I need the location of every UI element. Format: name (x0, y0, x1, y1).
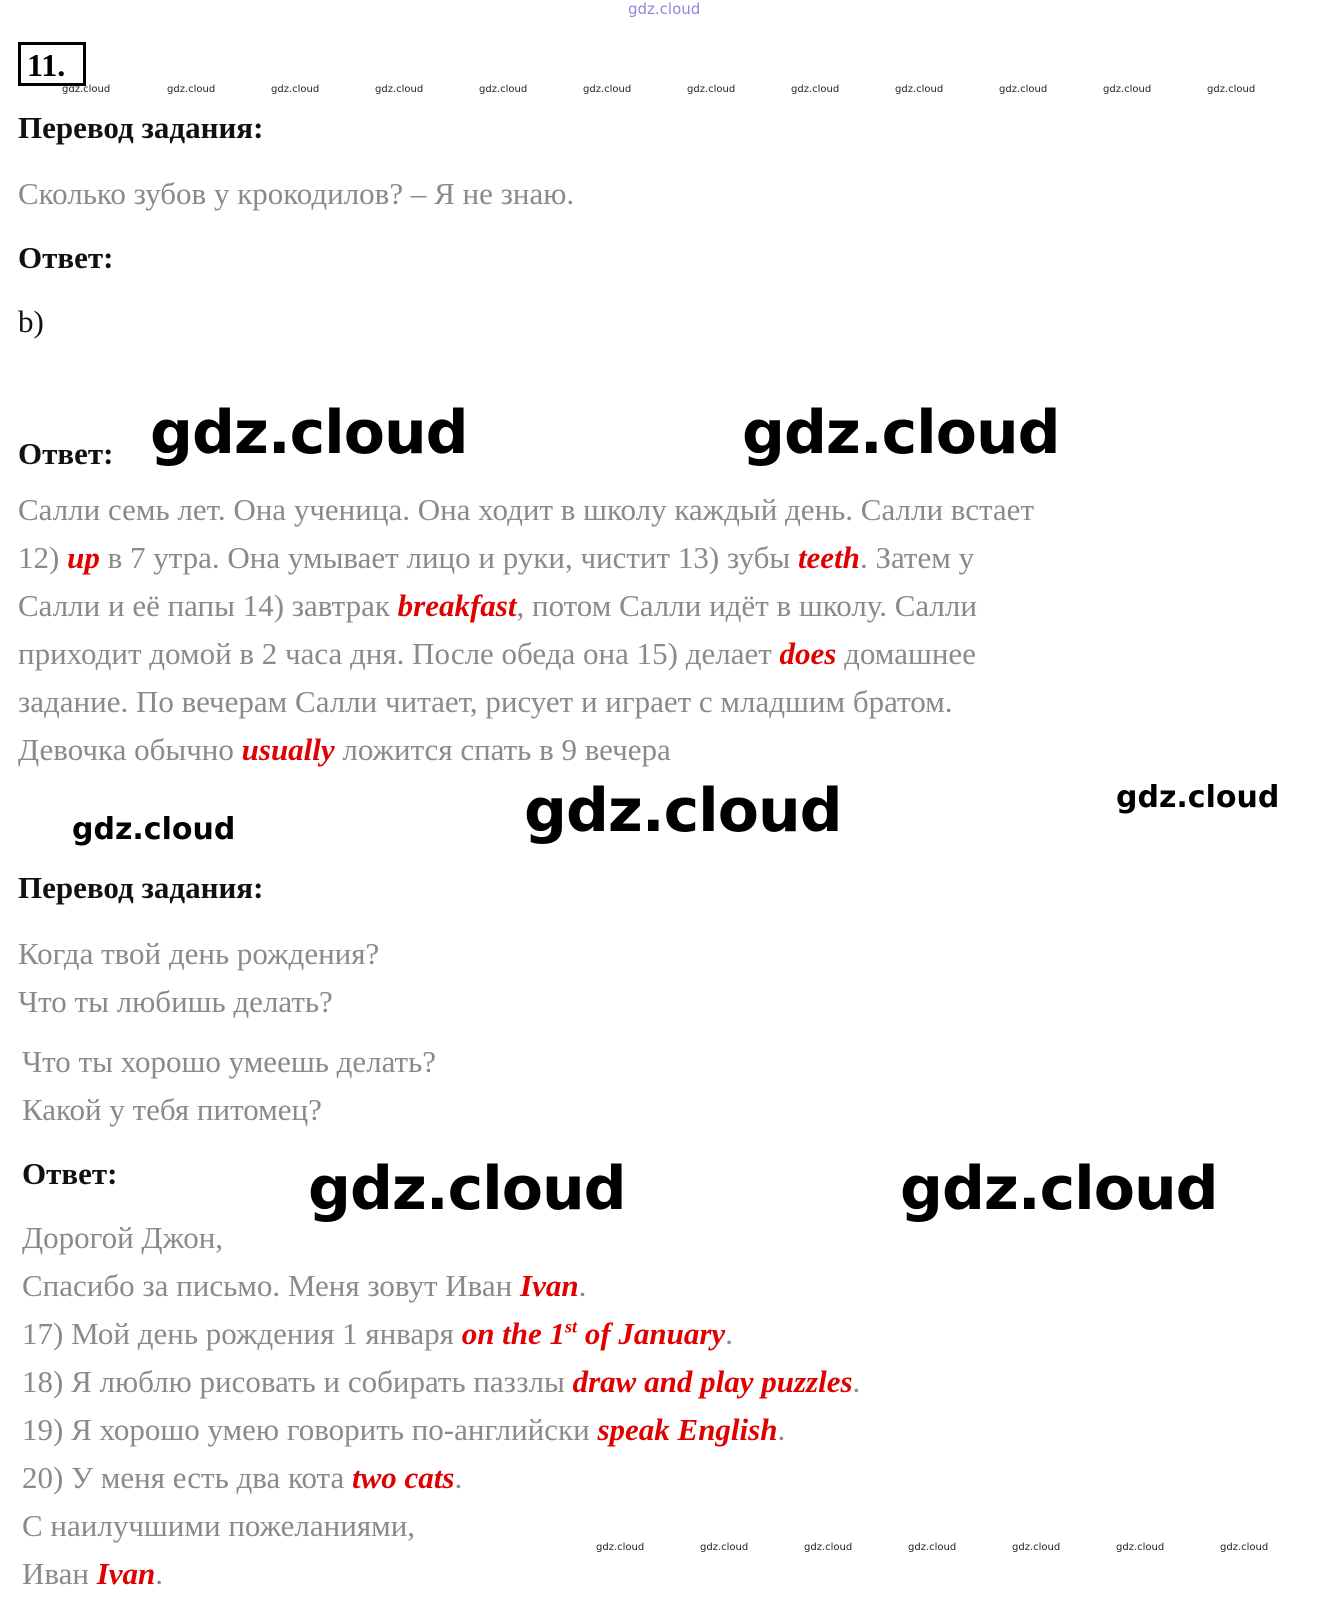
watermark-big: gdz.cloud (150, 398, 468, 468)
text-line (18, 492, 1034, 528)
letter-line (22, 1412, 785, 1448)
watermark-medium: gdz.cloud (1116, 780, 1280, 815)
watermark-small: gdz.cloud (1103, 84, 1152, 95)
watermark-top: gdz.cloud (628, 0, 701, 18)
text-plain: . Затем у (859, 540, 975, 575)
section1-answer-label: Ответ: (18, 240, 114, 275)
text-plain: Девочка обычно (18, 732, 242, 767)
watermark-small: gdz.cloud (687, 84, 736, 95)
text-plain: С наилучшими пожеланиями, (22, 1508, 416, 1543)
watermark-small: gdz.cloud (1220, 1542, 1269, 1553)
answer-word: speak English (597, 1412, 778, 1447)
watermark-small: gdz.cloud (596, 1542, 645, 1553)
watermark-big: gdz.cloud (900, 1154, 1218, 1224)
text-line (18, 636, 976, 672)
letter-line (22, 1220, 223, 1256)
answer-word: breakfast (397, 588, 517, 623)
watermark-big: gdz.cloud (742, 398, 1060, 468)
watermark-big: gdz.cloud (524, 776, 842, 846)
text-plain: 18) Я люблю рисовать и собирать паззлы (22, 1364, 573, 1399)
section3-heading: Перевод задания: (18, 870, 264, 905)
watermark-small: gdz.cloud (999, 84, 1048, 95)
section1-text: Сколько зубов у крокодилов? – Я не знаю. (18, 176, 575, 211)
watermark-small: gdz.cloud (479, 84, 528, 95)
letter-line (22, 1460, 462, 1496)
answer-word: of January (577, 1316, 726, 1351)
text-plain: 17) Мой день рождения 1 января (22, 1316, 462, 1351)
watermark-small: gdz.cloud (167, 84, 216, 95)
watermark-small: gdz.cloud (791, 84, 840, 95)
section1-heading: Перевод задания: (18, 110, 264, 145)
answer-word: usually (241, 732, 335, 767)
text-plain: 19) Я хорошо умею говорить по-английски (22, 1412, 598, 1447)
text-plain: задание. По вечерам Салли читает, рисует и играет с младшим братом. (18, 684, 953, 719)
letter-line (22, 1508, 415, 1544)
answer-word: does (779, 636, 837, 671)
watermark-big: gdz.cloud (308, 1154, 626, 1224)
answer-word: on the 1 (461, 1316, 566, 1351)
question-line: Какой у тебя питомец? (22, 1092, 322, 1127)
section3-answer-label: Ответ: (22, 1156, 118, 1191)
text-line (18, 684, 953, 720)
text-plain: . (578, 1268, 587, 1303)
answer-word: two cats (352, 1460, 455, 1495)
text-plain: ложится спать в 9 вечера (334, 732, 671, 767)
text-line (18, 588, 977, 624)
answer-superscript: st (565, 1316, 578, 1337)
letter-line (22, 1268, 586, 1304)
question-line: Когда твой день рождения? (18, 936, 380, 971)
watermark-small: gdz.cloud (1116, 1542, 1165, 1553)
watermark-medium: gdz.cloud (72, 812, 236, 847)
text-plain: . (777, 1412, 786, 1447)
watermark-small: gdz.cloud (271, 84, 320, 95)
letter-line (22, 1316, 733, 1352)
text-plain: . (852, 1364, 861, 1399)
answer-word: Ivan (96, 1556, 156, 1591)
section2-answer-label: Ответ: (18, 436, 114, 471)
text-plain: приходит домой в 2 часа дня. После обеда она 15) делает (18, 636, 780, 671)
text-line (18, 732, 671, 768)
watermark-small: gdz.cloud (1012, 1542, 1061, 1553)
question-line: Что ты любишь делать? (18, 984, 333, 1019)
text-plain: домашнее (836, 636, 976, 671)
watermark-small: gdz.cloud (1207, 84, 1256, 95)
watermark-small: gdz.cloud (583, 84, 632, 95)
watermark-small: gdz.cloud (895, 84, 944, 95)
text-plain: , потом Салли идёт в школу. Салли (516, 588, 977, 623)
text-plain: Дорогой Джон, (22, 1220, 224, 1255)
text-line (18, 540, 974, 576)
answer-word: teeth (797, 540, 860, 575)
text-plain: Спасибо за письмо. Меня зовут Иван (22, 1268, 521, 1303)
text-plain: Салли семь лет. Она ученица. Она ходит в школу каждый день. Салли встает (18, 492, 1034, 527)
text-plain: . (155, 1556, 164, 1591)
answer-word: up (67, 540, 100, 575)
text-plain: 20) У меня есть два кота (22, 1460, 352, 1495)
question-line: Что ты хорошо умеешь делать? (22, 1044, 436, 1079)
letter-line (22, 1556, 163, 1592)
watermark-small: gdz.cloud (908, 1542, 957, 1553)
text-plain: . (725, 1316, 733, 1351)
text-plain: в 7 утра. Она умывает лицо и руки, чистит 13) зубы (99, 540, 798, 575)
text-plain: 12) (18, 540, 68, 575)
watermark-small: gdz.cloud (375, 84, 424, 95)
answer-word: draw and play puzzles (572, 1364, 853, 1399)
text-plain: . (454, 1460, 463, 1495)
letter-line (22, 1364, 860, 1400)
text-plain: Салли и её папы 14) завтрак (18, 588, 398, 623)
watermark-small: gdz.cloud (700, 1542, 749, 1553)
watermark-small: gdz.cloud (62, 84, 111, 95)
answer-word: Ivan (520, 1268, 579, 1303)
text-plain: Иван (22, 1556, 97, 1591)
task-number: 11. (18, 42, 86, 86)
answer-b-label: b) (18, 304, 44, 339)
watermark-small: gdz.cloud (804, 1542, 853, 1553)
